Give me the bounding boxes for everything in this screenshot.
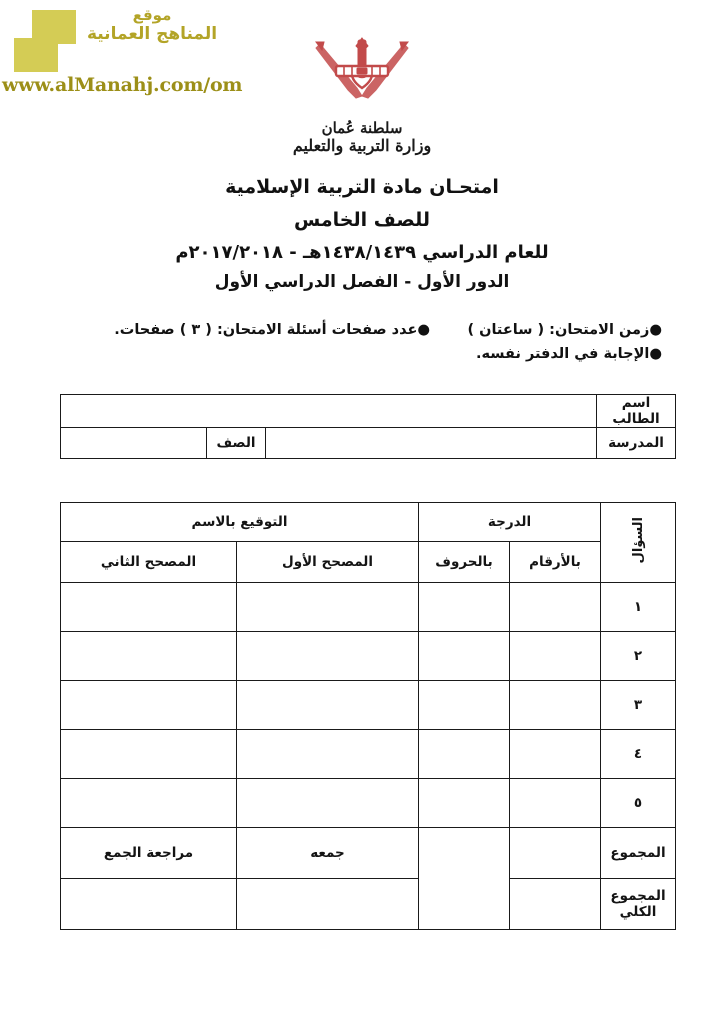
oman-national-emblem-icon (302, 36, 422, 114)
grade-numbers-cell[interactable] (510, 730, 601, 779)
question-number-cell: ٢ (601, 632, 676, 681)
school-field[interactable] (266, 428, 597, 459)
exam-term-title: الدور الأول - الفصل الدراسي الأول (214, 272, 510, 292)
grade-numbers-cell[interactable] (510, 681, 601, 730)
exam-title-block (0, 178, 724, 291)
second-marker-cell[interactable] (61, 779, 237, 828)
student-name-field[interactable] (61, 395, 597, 428)
exam-meta-block (0, 322, 724, 370)
table-header-row (61, 503, 676, 542)
table-row (61, 730, 676, 779)
table-row (61, 583, 676, 632)
exam-year-title: للعام الدراسي ١٤٣٨/١٤٣٩هـ - ٢٠١٧/٢٠١٨م (175, 242, 549, 263)
class-label: الصف (207, 428, 266, 459)
exam-subject-title: امتحـان مادة التربية الإسلامية (225, 176, 499, 198)
total-label: المجموع (601, 828, 676, 879)
grade-group-header: الدرجة (419, 503, 601, 542)
grade-letters-cell[interactable] (419, 632, 510, 681)
exam-duration-note: ●زمن الامتحان: ( ساعتان ) (467, 322, 662, 338)
site-name-line2: المناهج العمانية (86, 24, 218, 45)
ministry-name (0, 120, 724, 155)
exam-grade-title: للصف الخامس (294, 209, 430, 231)
total-summed-by-cell: جمعه (237, 828, 419, 879)
first-marker-cell[interactable] (237, 681, 419, 730)
total-row (61, 828, 676, 879)
signature-group-header: التوقيع بالاسم (61, 503, 419, 542)
grade-letters-cell[interactable] (419, 583, 510, 632)
table-subheader-row (61, 542, 676, 583)
table-row (61, 395, 676, 428)
table-row (61, 428, 676, 459)
question-number-cell: ٥ (601, 779, 676, 828)
site-name-line1: موقع (132, 6, 172, 24)
table-row (61, 779, 676, 828)
grade-numbers-cell[interactable] (510, 583, 601, 632)
question-number-cell: ٣ (601, 681, 676, 730)
grand-total-label: المجموع الكلي (601, 879, 676, 930)
first-marker-cell[interactable] (237, 632, 419, 681)
total-sum-review-cell: مراجعة الجمع (61, 828, 237, 879)
grand-total-second-marker-cell[interactable] (61, 879, 237, 930)
emblem-block (0, 36, 724, 155)
grand-total-row (61, 879, 676, 930)
question-number-cell: ١ (601, 583, 676, 632)
first-marker-cell[interactable] (237, 730, 419, 779)
second-marker-cell[interactable] (61, 730, 237, 779)
exam-pages-note: ●عدد صفحات أسئلة الامتحان: ( ٣ ) صفحات. (114, 322, 430, 338)
ministry-line-ministry: وزارة التربية والتعليم (292, 135, 432, 155)
grade-letters-cell[interactable] (419, 730, 510, 779)
first-marker-cell[interactable] (237, 583, 419, 632)
grade-numbers-cell[interactable] (510, 779, 601, 828)
grade-numbers-cell[interactable] (510, 632, 601, 681)
grade-letters-cell[interactable] (419, 779, 510, 828)
second-marker-cell[interactable] (61, 632, 237, 681)
student-name-label: اسم الطالب (597, 395, 676, 428)
question-number-cell: ٤ (601, 730, 676, 779)
numbers-column-header: بالأرقام (510, 542, 601, 583)
class-field[interactable] (61, 428, 207, 459)
marks-table (60, 502, 676, 930)
total-numbers-cell[interactable] (510, 828, 601, 879)
site-url: www.alManahj.com/om (2, 74, 243, 96)
ministry-line-sultanate: سلطنة عُمان (321, 119, 403, 137)
table-row (61, 632, 676, 681)
grade-letters-cell[interactable] (419, 681, 510, 730)
question-column-label: السؤال (630, 517, 646, 564)
exam-answer-note: ●الإجابة في الدفتر نفسه. (475, 346, 662, 362)
first-marker-cell[interactable] (237, 779, 419, 828)
grand-total-first-marker-cell[interactable] (237, 879, 419, 930)
second-marker-column-header: المصحح الثاني (61, 542, 237, 583)
letters-column-header: بالحروف (419, 542, 510, 583)
second-marker-cell[interactable] (61, 583, 237, 632)
second-marker-cell[interactable] (61, 681, 237, 730)
table-row (61, 681, 676, 730)
student-info-table (60, 394, 676, 459)
school-label: المدرسة (597, 428, 676, 459)
grand-total-numbers-cell[interactable] (510, 879, 601, 930)
question-column-header (601, 503, 676, 583)
first-marker-column-header: المصحح الأول (237, 542, 419, 583)
total-letters-cell[interactable] (419, 828, 510, 930)
